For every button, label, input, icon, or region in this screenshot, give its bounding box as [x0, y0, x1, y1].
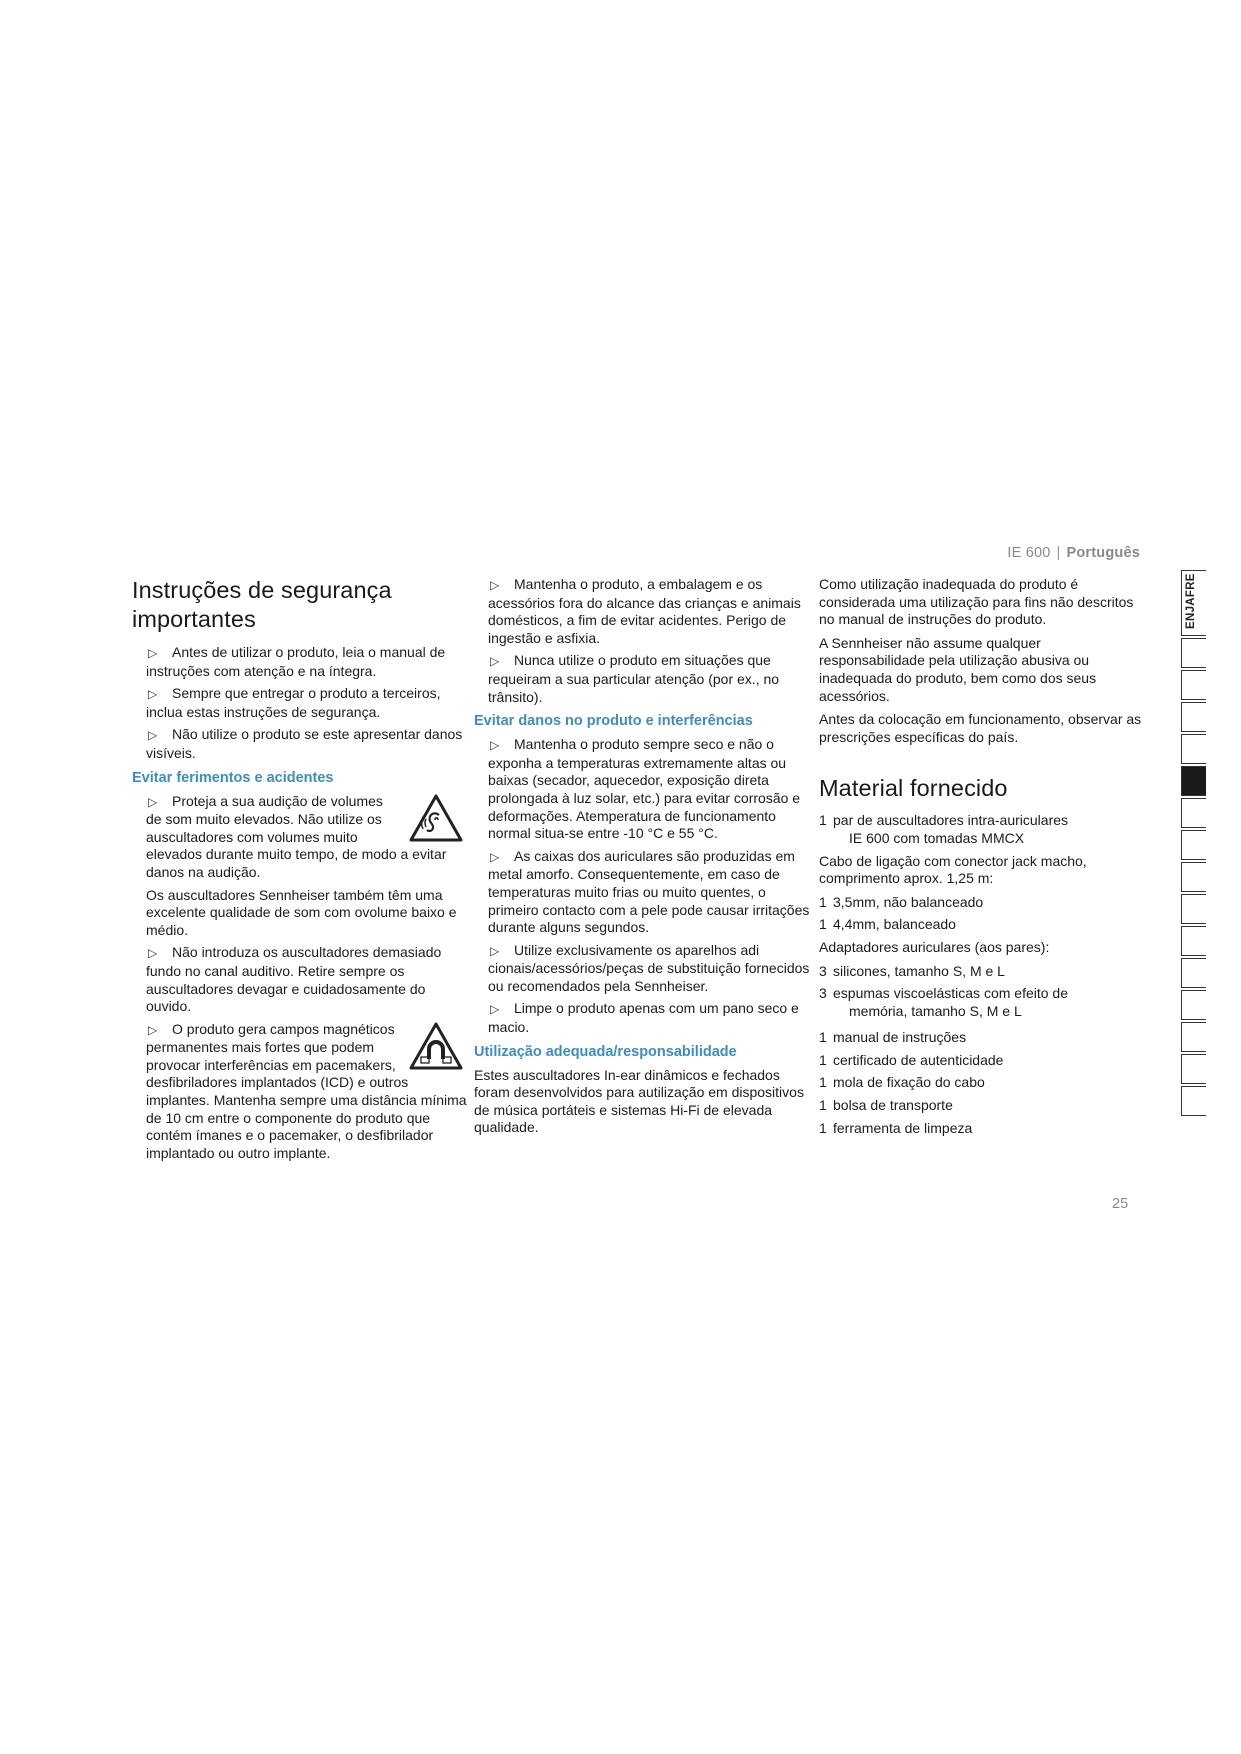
list-item: 3 espumas viscoelásticas com efeito de memória, tamanho S, M e L: [819, 985, 1068, 1019]
bullet-triangle-icon: ▷: [148, 728, 158, 743]
bullet-triangle-icon: ▷: [148, 946, 158, 961]
liability-paragraph: Antes da colocação em funcionamento, observar as prescrições específicas do país.: [819, 711, 1142, 745]
list-item: 1 mola de fixação do cabo: [819, 1074, 985, 1091]
ear-bullet: ▷ Não introduza os auscultadores demasiado fundo no canal auditivo. Retire sempre os auscultadores devagar e cuidadosamente do ouvido.: [146, 944, 442, 1015]
list-item: 1 ferramenta de limpeza: [819, 1119, 973, 1136]
damage-bullet: ▷ Mantenha o produto sempre seco e não o exponha a temperaturas extremamente altas ou baixas (secador, aquecedor, exposição direta prolongada à luz solar, etc.) para evitar corrosão e deformações. Atemperatura de funcionamento normal situa-se entre -10 °C e 55 °C.: [488, 736, 801, 842]
subsection-title-damage: Evitar danos no produto e interferências: [474, 713, 753, 730]
language-tab: [1181, 1022, 1206, 1052]
safety-bullet: ▷ Mantenha o produto, a embalagem e os acessórios fora do alcance das crianças e animais domésticos, a fim de evitar acidentes. Perigo de ingestão e asfixia.: [488, 576, 801, 646]
column-2: [474, 576, 812, 1142]
magnet-warning-icon: [408, 1021, 464, 1071]
language-tab: [1181, 734, 1206, 764]
safety-bullet: ▷ Nunca utilize o produto em situações que requeiram a sua particular atenção (por ex., no trânsito).: [488, 652, 780, 705]
hearing-warning-icon: [408, 793, 464, 843]
bullet-triangle-icon: ▷: [148, 1022, 158, 1037]
hearing-note: Os auscultadores Sennheiser também têm uma excelente qualidade de som com ovolume baixo e médio.: [146, 886, 457, 938]
language-tabs: [1181, 570, 1207, 1118]
language-tab: [1181, 1054, 1206, 1084]
language-tab: [1181, 702, 1206, 732]
liability-paragraph: Como utilização inadequada do produto é considerada uma utilização para fins não descritos no manual de instruções do produto.: [819, 576, 1134, 628]
adapters-intro: Adaptadores auriculares (aos pares):: [819, 938, 1050, 955]
damage-bullet: ▷ Utilize exclusivamente os aparelhos adi cionais/acessórios/peças de substituição fornecidos ou recomendados pela Sennheiser.: [488, 941, 810, 994]
hearing-bullet: ▷ Proteja a sua audição de volumes de som muito elevados. Não utilize os auscultadores com volumes muito elevados durante muito tempo, de modo a evitar danos na audição.: [146, 793, 472, 882]
safety-bullet: ▷ Antes de utilizar o produto, leia o manual de instruções com atenção e na íntegra.: [146, 644, 446, 679]
safety-bullet: ▷ Sempre que entregar o produto a terceiros, inclua estas instruções de segurança.: [146, 685, 441, 720]
language-tab: [1181, 862, 1206, 892]
subsection-title-use: Utilização adequada/responsabilidade: [474, 1043, 737, 1060]
bullet-triangle-icon: ▷: [490, 943, 500, 958]
list-item: 1 par de auscultadores intra-auriculares IE 600 com tomadas MMCX: [819, 812, 1069, 846]
bullet-triangle-icon: ▷: [490, 1002, 500, 1017]
list-item: 1 manual de instruções: [819, 1029, 967, 1046]
magnet-bullet: ▷ O produto gera campos magnéticos permanentes mais fortes que podem provocar interferências em pacemakers, desfibriladores implantados (ICD) e outros implantes. Mantenha sempre uma distância mínima de 10 cm entre o componente do produto que contém ímanes e o pacemaker, o desfibrilador implantado ou outro implante.: [146, 1020, 467, 1161]
language-tab: [1181, 638, 1206, 668]
page-header: [900, 545, 1140, 561]
list-item: 3 silicones, tamanho S, M e L: [819, 962, 1005, 979]
language-tab: [1181, 990, 1206, 1020]
liability-paragraph: A Sennheiser não assume qualquer responsabilidade pela utilização abusiva ou inadequada do produto, bem como dos seus acessórios.: [819, 634, 1097, 704]
damage-bullet: ▷ Limpe o produto apenas com um pano seco e macio.: [488, 1000, 799, 1036]
language-tab-label: ENJAFRE: [1181, 570, 1206, 636]
list-item: 1 3,5mm, não balanceado: [819, 893, 984, 910]
language-tab: [1181, 958, 1206, 988]
bullet-triangle-icon: ▷: [490, 654, 500, 669]
column-3: [819, 576, 1149, 1142]
page-number: 25: [1112, 1196, 1129, 1212]
list-item: 1 certificado de autenticidade: [819, 1051, 1004, 1068]
language-tab: [1181, 926, 1206, 956]
header-language: Português: [1066, 545, 1140, 561]
bullet-triangle-icon: ▷: [148, 646, 158, 660]
language-tab: [1181, 830, 1206, 860]
bullet-triangle-icon: ▷: [490, 738, 500, 753]
column-1: [132, 576, 472, 1167]
header-separator: |: [1056, 545, 1061, 561]
language-tab: [1181, 798, 1206, 828]
list-item: 1 bolsa de transporte: [819, 1097, 953, 1114]
bullet-triangle-icon: ▷: [490, 578, 500, 592]
use-text: Estes auscultadores In-ear dinâmicos e fechados foram desenvolvidos para autilização em dispositivos de música portáteis e sistemas Hi-Fi de elevada qualidade.: [474, 1066, 804, 1136]
bullet-triangle-icon: ▷: [148, 794, 158, 809]
list-item: 1 4,4mm, balanceado: [819, 916, 956, 933]
section-title-safety: Instruções de segurança importantes: [132, 577, 392, 632]
cable-intro: Cabo de ligação com conector jack macho, comprimento aprox. 1,25 m:: [819, 852, 1087, 887]
language-tab: [1181, 894, 1206, 924]
bullet-triangle-icon: ▷: [490, 849, 500, 864]
bullet-triangle-icon: ▷: [148, 687, 158, 702]
safety-bullet: ▷ Não utilize o produto se este apresentar danos visíveis.: [146, 726, 463, 761]
damage-bullet: ▷ As caixas dos auriculares são produzidas em metal amorfo. Consequentemente, em caso de temperaturas muito frias ou muito quentes, o primeiro contacto com a pele pode causar irritações durante alguns segundos.: [488, 847, 810, 936]
header-product: IE 600: [1007, 545, 1051, 561]
language-tab-active: [1181, 766, 1206, 796]
language-tab: [1181, 670, 1206, 700]
language-tab: [1181, 1086, 1206, 1116]
subsection-title-injuries: Evitar ferimentos e acidentes: [132, 769, 334, 786]
section-title-material: Material fornecido: [819, 775, 1008, 802]
